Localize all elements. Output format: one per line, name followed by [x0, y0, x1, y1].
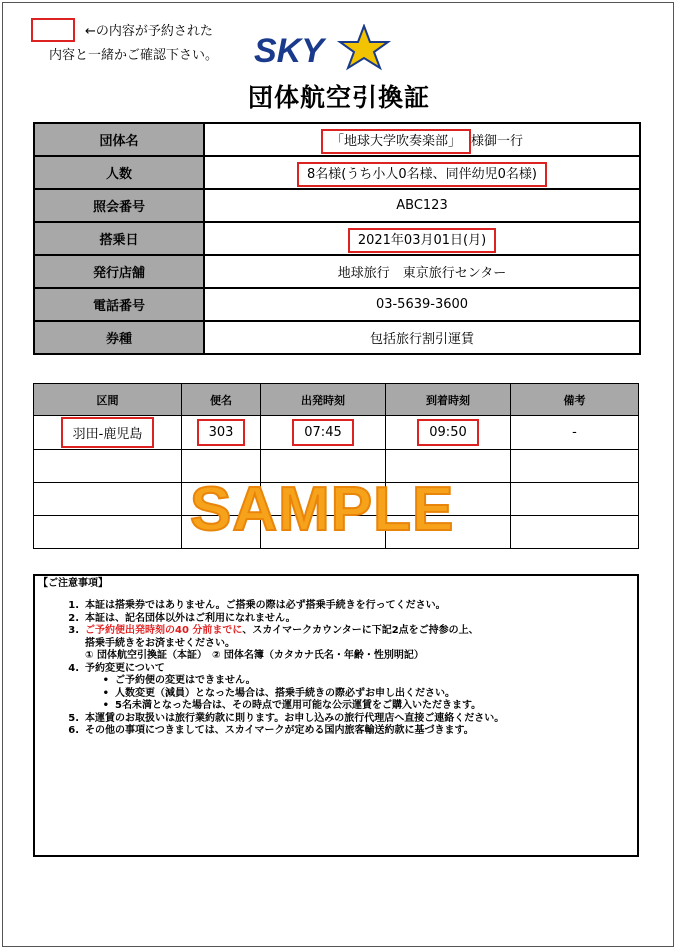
- route-value: 羽田-鹿児島: [61, 417, 155, 448]
- note-highlight: ご予約便出発時刻の40 分前までに: [85, 625, 243, 636]
- flight-cell: [182, 416, 261, 450]
- header-remarks: 備考: [511, 384, 639, 416]
- header-flight: 便名: [182, 384, 261, 416]
- info-row: [34, 123, 640, 156]
- sample-watermark: SAMPLE: [190, 475, 455, 544]
- flight-value: 303: [197, 419, 246, 446]
- flight-row: [34, 416, 639, 450]
- route-cell: [34, 416, 182, 450]
- info-key: 照会番号: [34, 189, 204, 222]
- info-row: [34, 189, 640, 222]
- info-row: [34, 255, 640, 288]
- note-item: 搭乗手続きをお済ませください。: [85, 637, 235, 649]
- boarding-date-value: 2021年03月01日(月): [348, 228, 496, 253]
- note-bullet: • 5名未満となった場合は、その時点で運用可能な公示運賃をご購入いただきます。: [102, 700, 482, 711]
- info-row: [34, 222, 640, 255]
- notes-list: [55, 600, 625, 738]
- arrival-value: 09:50: [417, 419, 478, 446]
- info-key: 発行店舗: [34, 255, 204, 288]
- info-row: [34, 288, 640, 321]
- note-item: 1. 本証は搭乗券ではありません。ご搭乗の際は必ず搭乗手続きを行ってください。: [68, 600, 446, 611]
- group-name-value: 「地球大学吹奏楽部」: [321, 129, 471, 154]
- info-key: 券種: [34, 321, 204, 354]
- departure-cell: [261, 416, 386, 450]
- note-item: 3. ご予約便出発時刻の40 分前までに、スカイマークカウンターに下記2点をご持参の上、: [68, 625, 479, 636]
- info-value: [204, 156, 640, 189]
- group-name-suffix: 様御一行: [471, 134, 524, 149]
- note-bullet: • 人数変更（減員）となった場合は、搭乗手続きの際必ずお申し出ください。: [102, 687, 455, 699]
- notes-box: [33, 574, 639, 857]
- issuing-office-value: 地球旅行 東京旅行センター: [204, 255, 640, 288]
- arrival-cell: [386, 416, 511, 450]
- passenger-count-value: 8名様(うち小人0名様、同伴幼児0名様): [297, 162, 547, 187]
- booking-info-table: [33, 122, 641, 355]
- legend-sample-box: [31, 18, 75, 42]
- note-item: 4. 予約変更について: [68, 662, 165, 674]
- note-bullet: • ご予約便の変更はできません。: [102, 675, 256, 686]
- remarks-value: -: [511, 416, 639, 450]
- note-item: 2. 本証は、記名団体以外はご利用になれません。: [68, 612, 296, 624]
- info-key: 人数: [34, 156, 204, 189]
- header-arrival: 到着時刻: [386, 384, 511, 416]
- document-title: 団体航空引換証: [247, 83, 430, 112]
- info-value: [204, 222, 640, 255]
- note-item: ① 団体航空引換証（本証） ② 団体名簿（カタカナ氏名・年齢・性別明記）: [85, 650, 424, 661]
- legend-line-1: ←の内容が予約された: [85, 24, 213, 39]
- header-route: 区間: [34, 384, 182, 416]
- note-item: 5. 本運賃のお取扱いは旅行業約款に則ります。お申し込みの旅行代理店へ直接ご連絡ください。: [68, 712, 505, 724]
- notes-title: 【ご注意事項】: [38, 578, 108, 589]
- info-key: 電話番号: [34, 288, 204, 321]
- info-value: [204, 123, 640, 156]
- ticket-type-value: 包括旅行割引運賃: [204, 321, 640, 354]
- info-key: 搭乗日: [34, 222, 204, 255]
- info-row: [34, 156, 640, 189]
- logo-text: SKY: [254, 32, 324, 70]
- legend-line-2: 内容と一緒かご確認下さい。: [49, 48, 219, 63]
- departure-value: 07:45: [292, 419, 353, 446]
- star-icon: [340, 26, 388, 68]
- flight-header-row: [34, 384, 639, 416]
- reference-number-value: ABC123: [204, 189, 640, 222]
- skymark-logo: [252, 24, 394, 72]
- note-item: 6. その他の事項につきましては、スカイマークが定める国内旅客輸送約款に基づきます。: [68, 725, 474, 736]
- header-departure: 出発時刻: [261, 384, 386, 416]
- info-key: 団体名: [34, 123, 204, 156]
- info-row: [34, 321, 640, 354]
- phone-number-value: 03-5639-3600: [204, 288, 640, 321]
